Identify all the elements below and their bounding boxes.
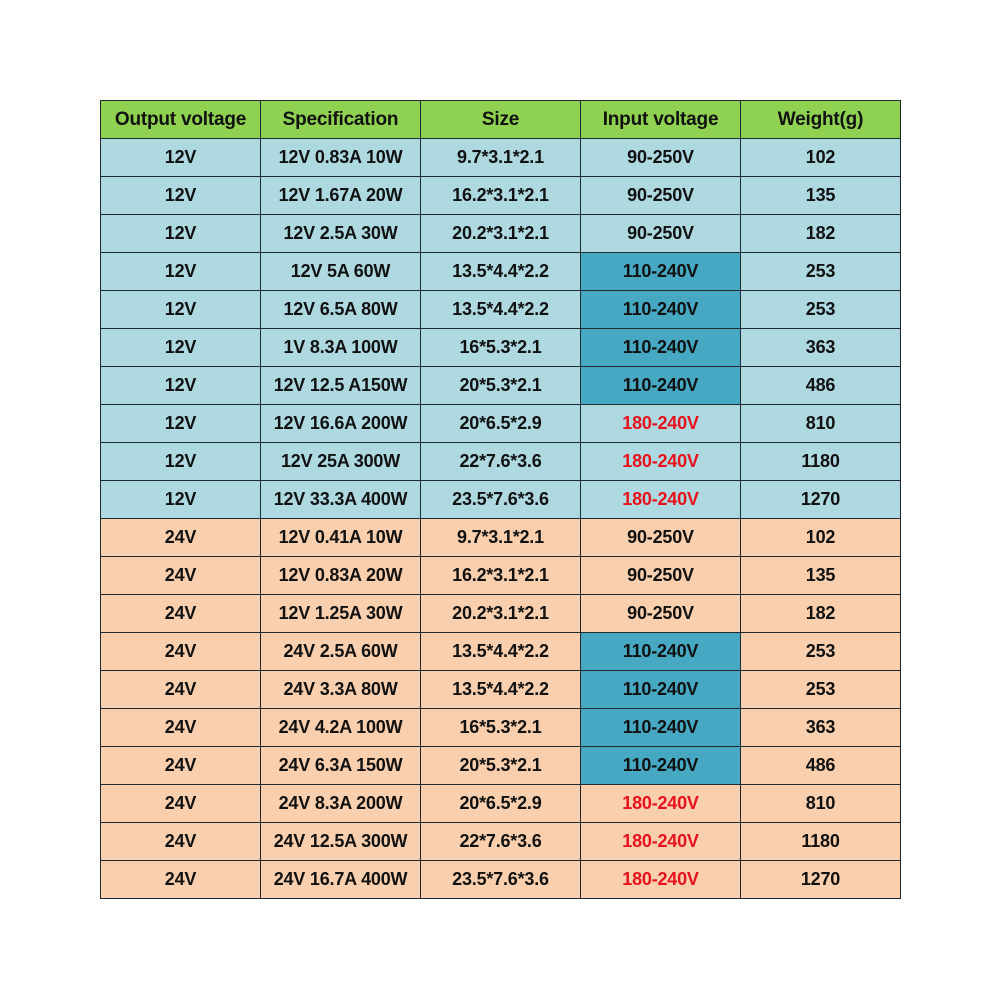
weight-cell: 1180 — [741, 823, 901, 861]
input-voltage-cell: 180-240V — [581, 405, 741, 443]
output-voltage-cell: 24V — [101, 709, 261, 747]
weight-cell: 102 — [741, 139, 901, 177]
specification-cell: 24V 4.2A 100W — [261, 709, 421, 747]
weight-cell: 363 — [741, 709, 901, 747]
size-cell: 20*5.3*2.1 — [421, 747, 581, 785]
specification-cell: 24V 3.3A 80W — [261, 671, 421, 709]
specification-cell: 12V 12.5 A150W — [261, 367, 421, 405]
table-row — [101, 139, 901, 177]
table-row — [101, 709, 901, 747]
power-supply-spec-table — [100, 100, 901, 899]
output-voltage-cell: 12V — [101, 253, 261, 291]
table-row — [101, 671, 901, 709]
input-voltage-cell: 90-250V — [581, 139, 741, 177]
input-voltage-cell: 110-240V — [581, 291, 741, 329]
specification-cell: 24V 8.3A 200W — [261, 785, 421, 823]
table-row — [101, 291, 901, 329]
input-voltage-cell: 90-250V — [581, 557, 741, 595]
specification-cell: 24V 12.5A 300W — [261, 823, 421, 861]
weight-cell: 253 — [741, 633, 901, 671]
input-voltage-cell: 180-240V — [581, 785, 741, 823]
size-cell: 20*6.5*2.9 — [421, 785, 581, 823]
weight-cell: 253 — [741, 253, 901, 291]
size-cell: 16.2*3.1*2.1 — [421, 557, 581, 595]
size-cell: 23.5*7.6*3.6 — [421, 861, 581, 899]
input-voltage-cell: 90-250V — [581, 519, 741, 557]
specification-cell: 12V 0.83A 20W — [261, 557, 421, 595]
specification-cell: 24V 2.5A 60W — [261, 633, 421, 671]
output-voltage-cell: 24V — [101, 747, 261, 785]
table-row — [101, 177, 901, 215]
header-weight: Weight(g) — [741, 101, 901, 139]
specification-cell: 24V 6.3A 150W — [261, 747, 421, 785]
specification-cell: 12V 6.5A 80W — [261, 291, 421, 329]
input-voltage-cell: 110-240V — [581, 747, 741, 785]
size-cell: 20.2*3.1*2.1 — [421, 595, 581, 633]
output-voltage-cell: 12V — [101, 177, 261, 215]
size-cell: 13.5*4.4*2.2 — [421, 633, 581, 671]
weight-cell: 135 — [741, 177, 901, 215]
output-voltage-cell: 12V — [101, 367, 261, 405]
specification-cell: 12V 33.3A 400W — [261, 481, 421, 519]
output-voltage-cell: 24V — [101, 519, 261, 557]
output-voltage-cell: 12V — [101, 405, 261, 443]
input-voltage-cell: 110-240V — [581, 633, 741, 671]
table-header — [101, 101, 901, 139]
header-output-voltage: Output voltage — [101, 101, 261, 139]
size-cell: 13.5*4.4*2.2 — [421, 253, 581, 291]
weight-cell: 810 — [741, 785, 901, 823]
weight-cell: 486 — [741, 367, 901, 405]
output-voltage-cell: 12V — [101, 481, 261, 519]
output-voltage-cell: 12V — [101, 291, 261, 329]
size-cell: 20*5.3*2.1 — [421, 367, 581, 405]
weight-cell: 102 — [741, 519, 901, 557]
header-input-voltage: Input voltage — [581, 101, 741, 139]
input-voltage-cell: 110-240V — [581, 367, 741, 405]
weight-cell: 135 — [741, 557, 901, 595]
weight-cell: 486 — [741, 747, 901, 785]
output-voltage-cell: 24V — [101, 671, 261, 709]
header-row — [101, 101, 901, 139]
input-voltage-cell: 110-240V — [581, 329, 741, 367]
input-voltage-cell: 110-240V — [581, 709, 741, 747]
input-voltage-cell: 180-240V — [581, 443, 741, 481]
table-row — [101, 595, 901, 633]
input-voltage-cell: 110-240V — [581, 671, 741, 709]
weight-cell: 810 — [741, 405, 901, 443]
specification-cell: 1V 8.3A 100W — [261, 329, 421, 367]
output-voltage-cell: 24V — [101, 595, 261, 633]
input-voltage-cell: 180-240V — [581, 861, 741, 899]
specification-cell: 12V 25A 300W — [261, 443, 421, 481]
input-voltage-cell: 180-240V — [581, 823, 741, 861]
table-row — [101, 747, 901, 785]
output-voltage-cell: 12V — [101, 215, 261, 253]
output-voltage-cell: 12V — [101, 443, 261, 481]
table-row — [101, 367, 901, 405]
input-voltage-cell: 110-240V — [581, 253, 741, 291]
table-row — [101, 215, 901, 253]
output-voltage-cell: 24V — [101, 861, 261, 899]
size-cell: 13.5*4.4*2.2 — [421, 671, 581, 709]
specification-cell: 12V 0.41A 10W — [261, 519, 421, 557]
input-voltage-cell: 90-250V — [581, 595, 741, 633]
table-row — [101, 253, 901, 291]
table-row — [101, 519, 901, 557]
weight-cell: 182 — [741, 595, 901, 633]
output-voltage-cell: 12V — [101, 329, 261, 367]
size-cell: 20*6.5*2.9 — [421, 405, 581, 443]
specification-cell: 12V 0.83A 10W — [261, 139, 421, 177]
weight-cell: 253 — [741, 671, 901, 709]
table-row — [101, 329, 901, 367]
specification-cell: 12V 2.5A 30W — [261, 215, 421, 253]
table-body — [101, 139, 901, 899]
size-cell: 16.2*3.1*2.1 — [421, 177, 581, 215]
table-row — [101, 633, 901, 671]
size-cell: 16*5.3*2.1 — [421, 709, 581, 747]
specification-cell: 12V 1.25A 30W — [261, 595, 421, 633]
size-cell: 16*5.3*2.1 — [421, 329, 581, 367]
output-voltage-cell: 24V — [101, 785, 261, 823]
output-voltage-cell: 24V — [101, 557, 261, 595]
input-voltage-cell: 90-250V — [581, 177, 741, 215]
header-size: Size — [421, 101, 581, 139]
size-cell: 13.5*4.4*2.2 — [421, 291, 581, 329]
table-row — [101, 785, 901, 823]
table-row — [101, 823, 901, 861]
specification-cell: 24V 16.7A 400W — [261, 861, 421, 899]
table-row — [101, 861, 901, 899]
weight-cell: 1270 — [741, 481, 901, 519]
specification-cell: 12V 16.6A 200W — [261, 405, 421, 443]
table-row — [101, 557, 901, 595]
weight-cell: 253 — [741, 291, 901, 329]
size-cell: 9.7*3.1*2.1 — [421, 139, 581, 177]
size-cell: 22*7.6*3.6 — [421, 823, 581, 861]
specification-cell: 12V 1.67A 20W — [261, 177, 421, 215]
output-voltage-cell: 24V — [101, 633, 261, 671]
table-row — [101, 405, 901, 443]
output-voltage-cell: 12V — [101, 139, 261, 177]
size-cell: 23.5*7.6*3.6 — [421, 481, 581, 519]
specification-cell: 12V 5A 60W — [261, 253, 421, 291]
size-cell: 20.2*3.1*2.1 — [421, 215, 581, 253]
weight-cell: 363 — [741, 329, 901, 367]
weight-cell: 182 — [741, 215, 901, 253]
weight-cell: 1270 — [741, 861, 901, 899]
output-voltage-cell: 24V — [101, 823, 261, 861]
size-cell: 22*7.6*3.6 — [421, 443, 581, 481]
weight-cell: 1180 — [741, 443, 901, 481]
table-row — [101, 481, 901, 519]
input-voltage-cell: 90-250V — [581, 215, 741, 253]
size-cell: 9.7*3.1*2.1 — [421, 519, 581, 557]
input-voltage-cell: 180-240V — [581, 481, 741, 519]
header-specification: Specification — [261, 101, 421, 139]
table-row — [101, 443, 901, 481]
